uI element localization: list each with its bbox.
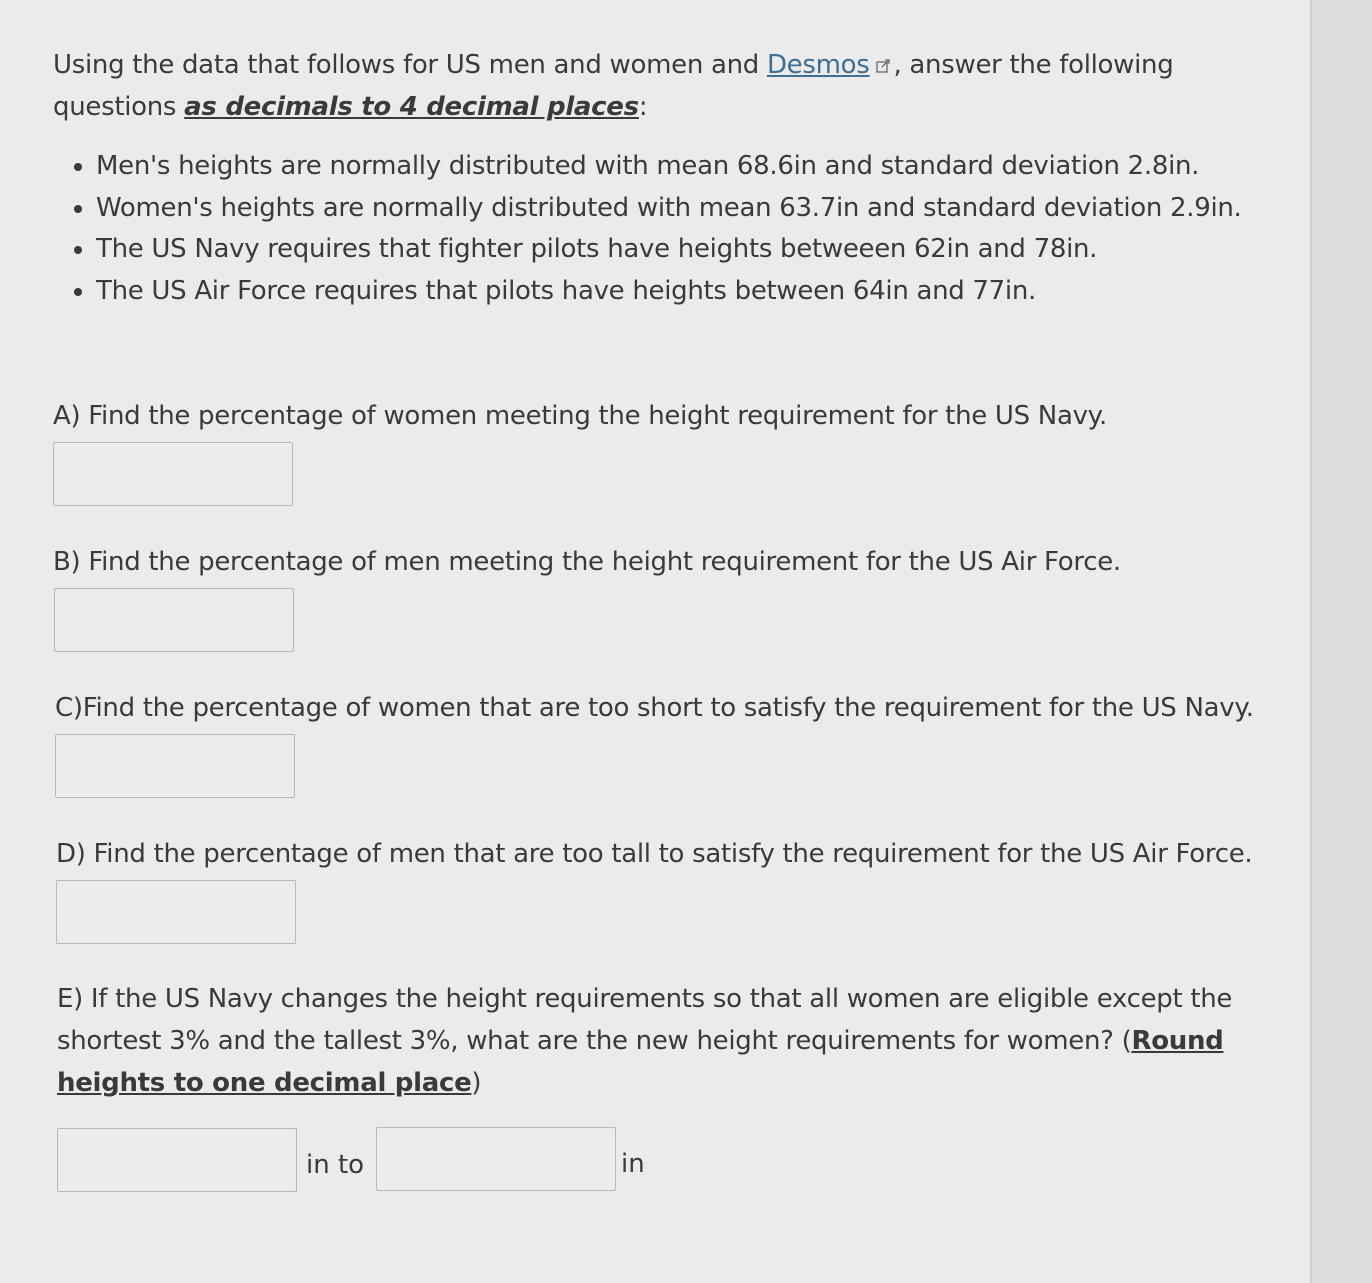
question-e-close: ): [471, 1068, 482, 1098]
unit-label-end: in: [621, 1149, 645, 1179]
rounding-instruction: Round heights to one decimal place: [57, 1026, 1224, 1098]
external-link-icon[interactable]: [876, 59, 890, 73]
unit-label-between: in to: [306, 1150, 365, 1180]
list-item: • The US Air Force requires that pilots have heights between 64in and 77in.: [96, 271, 1296, 313]
intro-paragraph: [53, 44, 1273, 128]
answer-e-high-input[interactable]: [376, 1127, 616, 1191]
answer-a-input[interactable]: [53, 442, 293, 506]
intro-text-after: , answer the following questions: [53, 50, 1174, 122]
question-e-text: E) If the US Navy changes the height requirements so that all women are eligible except the shortest 3% and the tallest 3%, what are the new height requirements for women? (: [57, 984, 1233, 1056]
question-a: A) Find the percentage of women meeting the height requirement for the US Navy.: [53, 401, 1108, 431]
question-c: C)Find the percentage of women that are too short to satisfy the requirement for the US Navy.: [55, 693, 1254, 723]
answer-c-input[interactable]: [55, 734, 295, 798]
answer-e-low-input[interactable]: [57, 1128, 297, 1192]
list-item: • Women's heights are normally distributed with mean 63.7in and standard deviation 2.9in.: [96, 188, 1296, 230]
answer-b-input[interactable]: [54, 588, 294, 652]
question-e: [57, 978, 1287, 1104]
desmos-link[interactable]: Desmos: [766, 50, 870, 80]
decimal-instruction: as decimals to 4 decimal places: [184, 92, 639, 122]
question-b: B) Find the percentage of men meeting the height requirement for the US Air Force.: [53, 547, 1121, 577]
question-d: D) Find the percentage of men that are too tall to satisfy the requirement for the US Air Force.: [56, 839, 1253, 869]
list-item: • Men's heights are normally distributed with mean 68.6in and standard deviation 2.8in.: [96, 146, 1296, 188]
list-item: • The US Navy requires that fighter pilots have heights betweeen 62in and 78in.: [96, 229, 1296, 271]
answer-d-input[interactable]: [56, 880, 296, 944]
intro-colon: :: [638, 92, 648, 122]
intro-text: Using the data that follows for US men and women and: [53, 50, 767, 80]
data-list: [60, 146, 1296, 312]
